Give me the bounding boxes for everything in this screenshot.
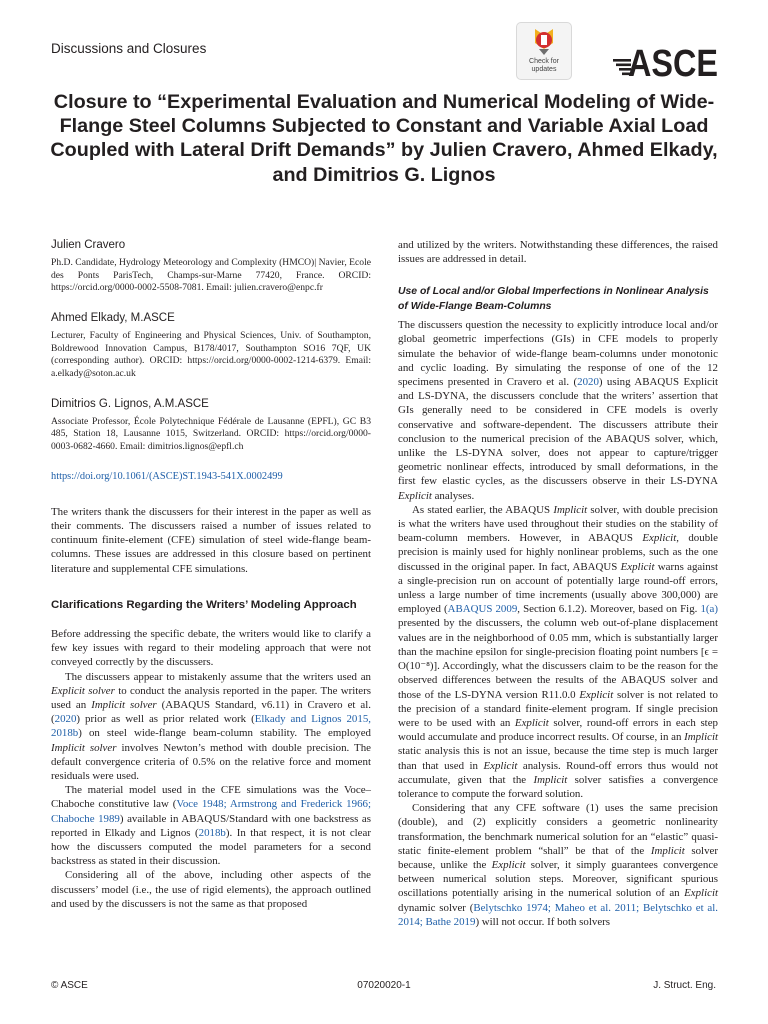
figure-link[interactable]: 1(a)	[700, 603, 718, 616]
section-heading: Clarifications Regarding the Writers’ Modeling Approach	[51, 598, 357, 611]
citation-link[interactable]: 2018b	[198, 826, 226, 839]
citation-link[interactable]: Elkady and Lignos 2015, 2018b	[51, 713, 371, 740]
badge-line-2: updates	[531, 66, 557, 73]
crossmark-icon	[531, 27, 557, 57]
badge-line-1: Check for	[529, 58, 559, 65]
citation-link[interactable]: 2020	[577, 376, 599, 389]
footer-page-number: 07020020-1	[357, 980, 411, 991]
doi-link[interactable]: https://doi.org/10.1061/(ASCE)ST.1943-541X.0002499	[51, 470, 283, 482]
author-name: Ahmed Elkady, M.ASCE	[51, 311, 175, 324]
body-paragraph: Before addressing the specific debate, the writers would like to clarify a few key issues with regard to their modeling approach that were not conveyed correctly by the discussers.	[51, 627, 371, 669]
check-for-updates-badge[interactable]	[516, 22, 572, 80]
asce-logo	[611, 42, 719, 85]
body-paragraph: Considering all of the above, including other aspects of the discussers’ model (i.e., the use of rigid elements), the approach outlined and used by the discussers is not the same as that proposed	[51, 869, 371, 910]
citation-link[interactable]: ABAQUS 2009	[447, 603, 518, 616]
subsection-heading: Use of Local and/or Global Imperfections in Nonlinear Analysis of Wide-Flange Beam-Columns	[398, 286, 709, 312]
body-paragraph: As stated earlier, the ABAQUS Implicit solver, with double precision is what the writers have used throughout their studies on the stability of beam-column members. However, in ABAQUS Explicit, double precision is mainly used for highly nonlinear problems, such as the one discussed in the original paper. In fact, ABAQUS Explicit warns against a single-precision run on account of potentially large round-off errors, unless a large number of time increments (usually above 300,000) are employed (ABAQUS 2009, Section 6.1.2). Moreover, based on Fig. 1(a) presented by the discussers, the column web out-of-plane displacement values are in the neighborhood of 0.05 mm, which is substantially larger than the machine epsilon for single-precision floating point numbers [ϵ = O(10⁻⁸)]. Accordingly, what the discussers claim to be the reason for the observed differences between the results of the ABAQUS solver and those of the LS-DYNA version R11.0.0 Explicit solver is not related to the precision of a standard finite-element program. If single precision were to be used with an Explicit solver, round-off errors in each step would accumulate and produce incorrect results. Of course, in an Implicit static analysis this is not an issue, because the time step is much larger than that used in Explicit analysis. Round-off errors thus would not accumulate, given that the Implicit solver satisfies a convergence tolerance to compute the forward solution.	[398, 503, 719, 800]
body-paragraph: Considering that any CFE software (1) uses the same precision (double), and (2) explicitly considers a geometric nonlinearity transformation, the benchmark numerical solution for an “elastic” quasi-static finite-element problem “shall” be that of the Implicit solver because, unlike the Explicit solver, it simply guarantees convergence between numerical solution steps. Moreover, significant spurious oscillations potentially arising in the numerical solution of an Explicit dynamic solver (Belytschko 1974; Maheo et al. 2011; Belytschko et al. 2014; Bathe 2019) will not occur. If both solvers	[398, 802, 718, 928]
journal-section-label: Discussions and Closures	[51, 41, 207, 56]
article-title: Closure to “Experimental Evaluation and Numerical Modeling of Wide-Flange Steel Columns Subjected to Constant and Variable Axial Load Coupled with Lateral Drift Demands” by Julien Cravero, Ahmed Elkady, and Dimitrios G. Lignos	[50, 91, 718, 186]
citation-link[interactable]: 2020	[54, 713, 77, 726]
intro-paragraph: The writers thank the discussers for their interest in the paper as well as their comments. The discussers raised a number of issues related to continuum finite-element (CFE) simulation of steel wide-flange beam-columns. These issues are addressed in this closure based on pertinent literature and supplemental CFE simulations.	[51, 505, 371, 575]
footer-copyright: © ASCE	[51, 980, 88, 991]
body-paragraph: and utilized by the writers. Notwithstanding these differences, the raised issues are addressed in detail.	[398, 239, 718, 266]
citation-link[interactable]: Belytschko 1974; Maheo et al. 2011; Belytschko et al. 2014; Bathe 2019	[398, 901, 718, 928]
citation-link[interactable]: Voce 1948; Armstrong and Frederick 1966; Chaboche 1989	[51, 798, 371, 825]
left-column	[51, 238, 371, 911]
footer-journal: J. Struct. Eng.	[653, 980, 716, 991]
author-name: Dimitrios G. Lignos, A.M.ASCE	[51, 397, 209, 410]
author-affiliation: Associate Professor, École Polytechnique Fédérale de Lausanne (EPFL), GC B3 485, Station 18, Lausanne 1015, Switzerland. ORCID: https://orcid.org/0000-0003-0682-4660. Email: dimitrios.lignos@epfl.ch	[51, 415, 371, 452]
body-paragraph: The discussers question the necessity to explicitly introduce local and/or global geometric imperfections (GIs) in CFE models to properly simulate the behavior of wide-flange beam-columns under monotonic and cyclic loading. By simulating the response of one of the 12 specimens presented in Cravero et al. (2020) using ABAQUS Explicit and LS-DYNA, the discussers conclude that the writers’ assertion that GIs generally need to be considered in CFE models is overly conservative and software-dependent. The discussers attribute their conclusion to the numerical precision of the ABAQUS solver, which, unlike the LS-DYNA solver, does not appear to capture/trigger geometric nonlinear effects, introduced by small deformations, in the first few elastic cycles, as the discussers observe in their LS-DYNA Explicit analyses.	[398, 319, 718, 502]
body-paragraph: The material model used in the CFE simulations was the Voce–Chaboche constitutive law (Voce 1948; Armstrong and Frederick 1966; Chaboche 1989) available in ABAQUS/Standard with one backstress as reported in Elkady and Lignos (2018b). In that respect, it is not clear how the discussers computed the model parameters for a second backstress as stated in their discussion.	[51, 784, 371, 868]
body-paragraph: The discussers appear to mistakenly assume that the writers used an Explicit solver to conduct the analysis reported in the paper. The writers used an Implicit solver (ABAQUS Standard, v6.11) in Cravero et al. (2020) prior as well as prior related work (Elkady and Lignos 2015, 2018b) on steel wide-flange beam-column stability. The employed Implicit solver involves Newton’s method with double precision. The default convergence criteria of 0.5% on the relative force and moment residuals were used.	[51, 670, 371, 782]
author-affiliation: Lecturer, Faculty of Engineering and Physical Sciences, Univ. of Southampton, Boldrewood Innovation Campus, B178/4017, Southampton SO16 7QF, UK (corresponding author). ORCID: https://orcid.org/0000-0002-1214-6379. Email: a.elkady@soton.ac.uk	[51, 330, 371, 379]
author-name: Julien Cravero	[51, 239, 126, 251]
right-column	[398, 238, 718, 929]
author-affiliation: Ph.D. Candidate, Hydrology Meteorology and Complexity (HMCO)| Navier, Ecole des Ponts ParisTech, Champs-sur-Marne 77420, France. ORCID: https://orcid.org/0000-0002-5508-7081. Email: julien.cravero@enpc.fr	[51, 257, 371, 294]
asce-logo-text: ASCE	[628, 43, 718, 85]
